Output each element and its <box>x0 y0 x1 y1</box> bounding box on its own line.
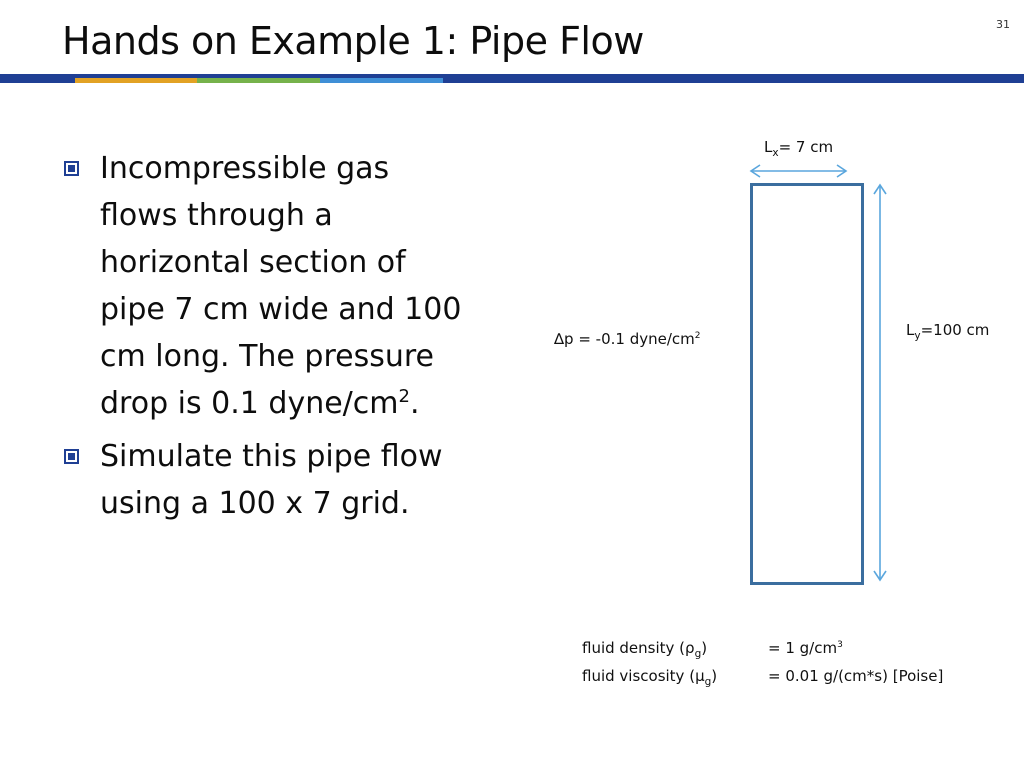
property-value: = 0.01 g/(cm*s) [Poise] <box>768 667 944 685</box>
page-number: 31 <box>996 18 1010 31</box>
bullet-superscript: 2 <box>398 386 410 407</box>
property-row <box>582 634 943 662</box>
length-x-label: $L_x= 7$ cm <box>764 138 834 159</box>
property-name: fluid viscosity $(\mu_g)$ <box>582 667 718 688</box>
accent-stripe-blue <box>320 78 443 83</box>
bullet-text: Simulate this pipe flow using a 100 x 7 grid. <box>100 439 443 521</box>
accent-stripe-gold <box>75 78 197 83</box>
bullet-text: Incompressible gas flows through a horizontal section of pipe 7 cm wide and 100 cm long. The pressure drop is 0.1 dyne/cm <box>100 151 462 421</box>
double-arrow-vertical-icon <box>874 185 886 580</box>
pipe-domain-rectangle <box>750 183 864 585</box>
accent-stripe-green <box>197 78 320 83</box>
square-bullet-icon <box>64 449 79 464</box>
length-y-label: $L_y=100$ cm <box>906 321 990 342</box>
slide-title: Hands on Example 1: Pipe Flow <box>62 19 644 63</box>
property-name: fluid density $(\rho_g)$ <box>582 639 708 660</box>
pressure-drop-label: ∆p = -0.1 dyne/$cm^2$ <box>554 330 701 348</box>
square-bullet-icon <box>64 161 79 176</box>
bullet-item <box>62 145 462 427</box>
fluid-properties <box>582 634 943 690</box>
property-row <box>582 662 943 690</box>
bullet-list <box>62 145 462 533</box>
double-arrow-horizontal-icon <box>751 165 846 177</box>
bullet-item <box>62 433 462 527</box>
bullet-tail: . <box>409 386 420 421</box>
property-value: = 1 $g/cm^3$ <box>768 639 843 657</box>
